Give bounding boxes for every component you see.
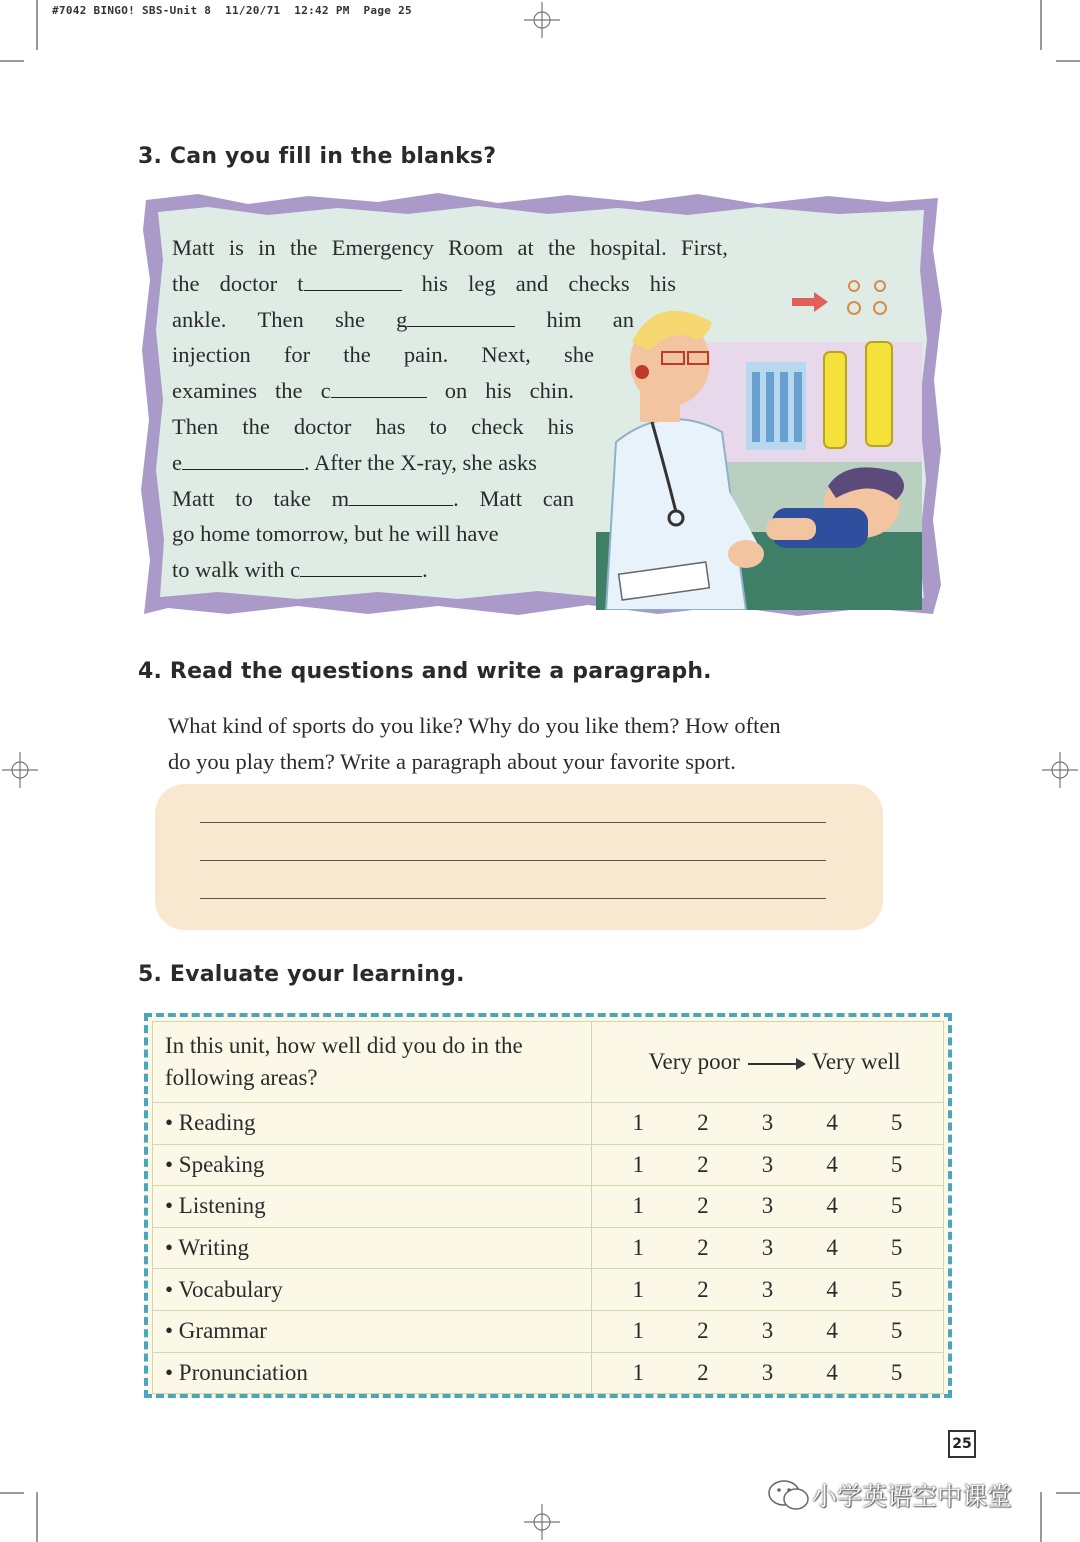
- section-3-heading: 3. Can you fill in the blanks?: [138, 144, 497, 169]
- rating-option[interactable]: 3: [761, 1359, 774, 1385]
- question-cell: In this unit, how well did you do in the following areas?: [153, 1022, 592, 1103]
- section-5-heading: 5. Evaluate your learning.: [138, 962, 465, 987]
- passage-line-2: the doctor t his leg and checks his: [172, 270, 676, 296]
- rating-option[interactable]: 5: [890, 1359, 903, 1385]
- rating-option[interactable]: 5: [890, 1110, 903, 1136]
- section-4-heading: 4. Read the questions and write a paragraph.: [138, 659, 712, 684]
- table-row: • Pronunciation 1 2 3 4 5: [153, 1352, 944, 1394]
- rating-option[interactable]: 2: [697, 1359, 709, 1385]
- rating-option[interactable]: 2: [697, 1276, 709, 1302]
- blank-c-2[interactable]: [300, 556, 422, 577]
- watermark-text: 小学英语空中课堂: [812, 1482, 1013, 1511]
- table-row: • Listening 1 2 3 4 5: [153, 1186, 944, 1228]
- crop-mark: [1040, 0, 1042, 50]
- rating-option[interactable]: 5: [890, 1193, 903, 1219]
- writing-line[interactable]: [200, 822, 826, 823]
- rating-option[interactable]: 5: [890, 1276, 903, 1302]
- rating-option[interactable]: 3: [761, 1110, 774, 1136]
- table-row: • Writing 1 2 3 4 5: [153, 1227, 944, 1269]
- crop-mark: [36, 0, 38, 50]
- rating-option[interactable]: 3: [761, 1235, 774, 1261]
- fill-in-passage: [172, 230, 728, 588]
- rating-option[interactable]: 4: [826, 1235, 838, 1261]
- blank-g[interactable]: [407, 305, 515, 326]
- passage-line-7: e . After the X-ray, she asks: [172, 449, 537, 475]
- blank-t[interactable]: [304, 270, 402, 291]
- passage-line-9: go home tomorrow, but he will have: [172, 521, 499, 547]
- table-row: • Grammar 1 2 3 4 5: [153, 1310, 944, 1352]
- crop-mark: [0, 1492, 24, 1494]
- wechat-icon: [766, 1477, 812, 1513]
- table-row: • Reading 1 2 3 4 5: [153, 1103, 944, 1145]
- rating-option[interactable]: 1: [632, 1151, 645, 1177]
- paragraph-prompt: What kind of sports do you like? Why do you like them? How often do you play them? Write a paragraph about your favorite sport.: [168, 713, 781, 774]
- passage-line-8: Matt to take m . Matt can: [172, 485, 574, 511]
- page-number: 25: [948, 1430, 976, 1458]
- crop-mark: [1040, 1492, 1042, 1542]
- rating-option[interactable]: 4: [826, 1193, 838, 1219]
- rating-option[interactable]: 3: [761, 1151, 774, 1177]
- rating-option[interactable]: 5: [890, 1151, 903, 1177]
- print-slug: #7042 BINGO! SBS-Unit 8 11/20/71 12:42 PM Page 25: [52, 4, 412, 17]
- passage-line-6: Then the doctor has to check his: [172, 413, 574, 439]
- table-row: • Speaking 1 2 3 4 5: [153, 1144, 944, 1186]
- arrow-icon: [792, 292, 828, 312]
- table-row: • Vocabulary 1 2 3 4 5: [153, 1269, 944, 1311]
- doctor-patient-illustration: [596, 272, 922, 610]
- rating-option[interactable]: 4: [826, 1359, 838, 1385]
- rating-option[interactable]: 2: [697, 1151, 709, 1177]
- rating-option[interactable]: 1: [632, 1193, 645, 1219]
- arrow-right-icon: [748, 1063, 804, 1065]
- evaluation-table: [152, 1021, 944, 1394]
- scale-cell: Very poor Very well: [592, 1022, 944, 1103]
- crop-mark: [36, 1492, 38, 1542]
- passage-line-4: injection for the pain. Next, she: [172, 342, 594, 368]
- rating-option[interactable]: 3: [761, 1193, 774, 1219]
- writing-line[interactable]: [200, 860, 826, 861]
- table-header-row: [153, 1022, 944, 1103]
- crop-mark: [1056, 1492, 1080, 1494]
- rating-option[interactable]: 2: [697, 1110, 709, 1136]
- rating-option[interactable]: 4: [826, 1276, 838, 1302]
- registration-mark-right: [1042, 752, 1078, 788]
- rating-option[interactable]: 2: [697, 1318, 709, 1344]
- rating-option[interactable]: 4: [826, 1318, 838, 1344]
- passage-line-10: to walk with c .: [172, 557, 428, 583]
- xray-dots-icon: [848, 281, 886, 314]
- blank-e[interactable]: [182, 449, 304, 470]
- crop-mark: [0, 60, 24, 62]
- rating-option[interactable]: 3: [761, 1276, 774, 1302]
- passage-line-5: examines the c on his chin.: [172, 378, 574, 404]
- writing-line[interactable]: [200, 898, 826, 899]
- crop-mark: [1056, 60, 1080, 62]
- writing-area[interactable]: [155, 784, 883, 930]
- rating-option[interactable]: 1: [632, 1276, 645, 1302]
- rating-option[interactable]: 4: [826, 1110, 838, 1136]
- rating-option[interactable]: 4: [826, 1151, 838, 1177]
- passage-line-3: ankle. Then she g him an: [172, 306, 634, 332]
- rating-option[interactable]: 3: [761, 1318, 774, 1344]
- rating-option[interactable]: 1: [632, 1235, 645, 1261]
- evaluation-table-frame: [144, 1013, 952, 1398]
- watermark: [766, 1477, 1012, 1513]
- rating-option[interactable]: 1: [632, 1359, 645, 1385]
- rating-option[interactable]: 1: [632, 1110, 645, 1136]
- rating-option[interactable]: 5: [890, 1318, 903, 1344]
- blank-m[interactable]: [349, 484, 453, 505]
- passage-line-1: Matt is in the Emergency Room at the hospital. First,: [172, 235, 728, 260]
- registration-mark-top: [524, 2, 560, 38]
- rating-option[interactable]: 5: [890, 1235, 903, 1261]
- blank-c-1[interactable]: [331, 377, 427, 398]
- rating-option[interactable]: 2: [697, 1235, 709, 1261]
- rating-option[interactable]: 1: [632, 1318, 645, 1344]
- registration-mark-left: [2, 752, 38, 788]
- rating-option[interactable]: 2: [697, 1193, 709, 1219]
- registration-mark-bottom: [524, 1504, 560, 1540]
